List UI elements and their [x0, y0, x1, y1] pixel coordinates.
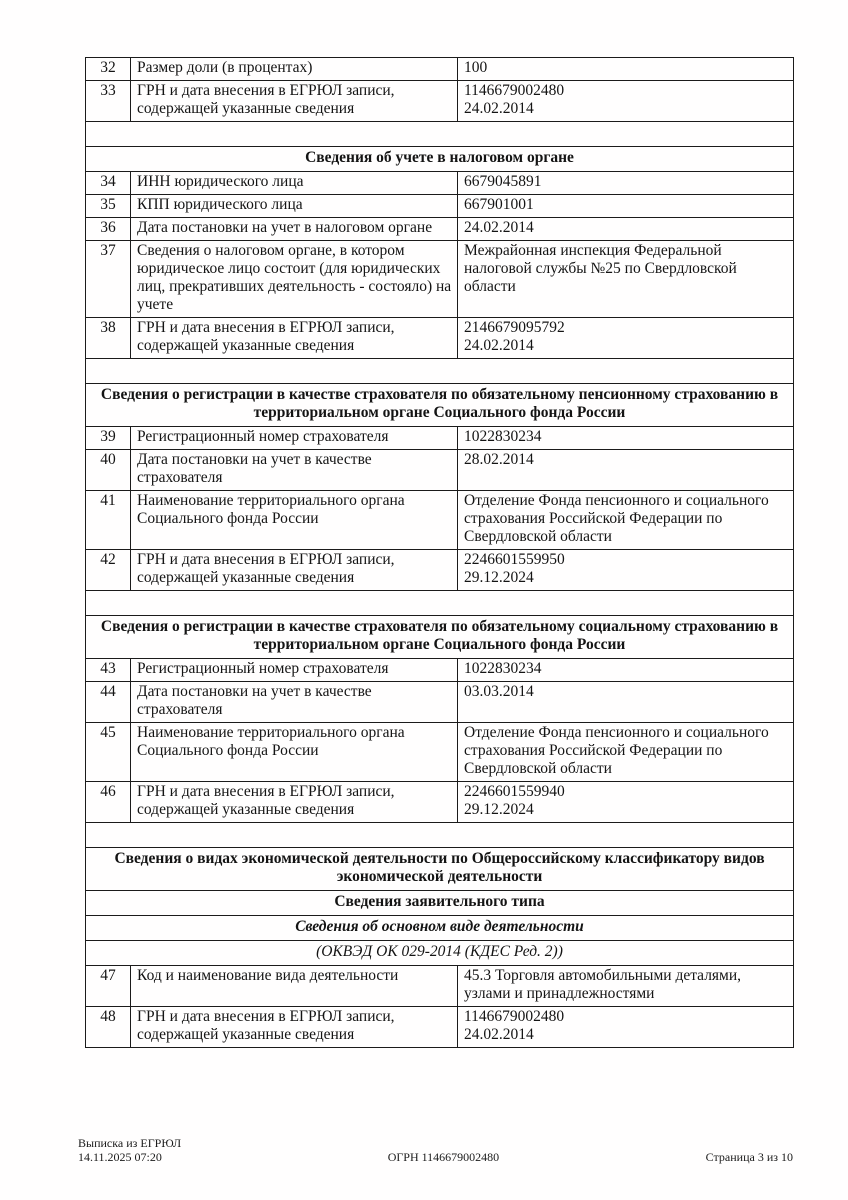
value-line: 2246601559940 [464, 783, 565, 800]
row-number: 46 [86, 782, 131, 823]
row-value [458, 782, 794, 823]
section-header-row [86, 147, 794, 172]
spacer-cell [86, 122, 794, 147]
table-row [86, 659, 794, 682]
value-line: 100 [464, 59, 488, 76]
section-header: Сведения о регистрации в качестве страхователя по обязательному пенсионному страхованию в территориальном органе Социального фонда России [86, 384, 794, 427]
row-number: 38 [86, 318, 131, 359]
value-line: 03.03.2014 [464, 683, 534, 700]
row-label: КПП юридического лица [131, 195, 458, 218]
row-value [458, 218, 794, 241]
section-header: Сведения о видах экономической деятельности по Общероссийскому классификатору видов экономической деятельности [86, 848, 794, 891]
row-label: Дата постановки на учет в качестве страхователя [131, 682, 458, 723]
value-line: 28.02.2014 [464, 451, 534, 468]
row-value [458, 241, 794, 318]
row-label: Дата постановки на учет в качестве страхователя [131, 450, 458, 491]
value-line: 1022830234 [464, 428, 542, 445]
row-label: Регистрационный номер страхователя [131, 659, 458, 682]
value-line: 24.02.2014 [464, 1026, 534, 1043]
value-line: 29.12.2024 [464, 569, 534, 586]
value-line: 24.02.2014 [464, 219, 534, 236]
section-header-row [86, 891, 794, 916]
row-number: 48 [86, 1007, 131, 1048]
spacer-cell [86, 823, 794, 848]
row-number: 32 [86, 58, 131, 81]
table-row [86, 782, 794, 823]
row-label: ГРН и дата внесения в ЕГРЮЛ записи, содержащей указанные сведения [131, 782, 458, 823]
row-number: 35 [86, 195, 131, 218]
value-line: 29.12.2024 [464, 801, 534, 818]
row-value [458, 58, 794, 81]
row-number: 42 [86, 550, 131, 591]
value-line: 2146679095792 [464, 319, 565, 336]
section-header: Сведения заявительного типа [86, 891, 794, 916]
section-header-row [86, 941, 794, 966]
table-row [86, 81, 794, 122]
spacer-cell [86, 591, 794, 616]
table-row [86, 172, 794, 195]
value-line: Отделение Фонда пенсионного и социального страхования Российской Федерации по Свердловской области [464, 492, 769, 545]
table-row [86, 723, 794, 782]
row-value [458, 318, 794, 359]
row-value [458, 659, 794, 682]
page-footer [78, 1136, 793, 1164]
table-row [86, 195, 794, 218]
egrul-table-body [86, 58, 794, 1048]
row-value [458, 195, 794, 218]
row-label: ГРН и дата внесения в ЕГРЮЛ записи, содержащей указанные сведения [131, 550, 458, 591]
row-number: 39 [86, 427, 131, 450]
row-number: 47 [86, 966, 131, 1007]
value-line: 45.3 Торговля автомобильными деталями, узлами и принадлежностями [464, 967, 742, 1002]
value-line: Отделение Фонда пенсионного и социального страхования Российской Федерации по Свердловской области [464, 724, 769, 777]
value-line: 6679045891 [464, 173, 542, 190]
footer-doc-info [78, 1136, 181, 1164]
spacer-row [86, 359, 794, 384]
section-header-row [86, 616, 794, 659]
row-value [458, 450, 794, 491]
row-number: 43 [86, 659, 131, 682]
row-value [458, 682, 794, 723]
table-row [86, 550, 794, 591]
row-value [458, 491, 794, 550]
row-label: ИНН юридического лица [131, 172, 458, 195]
section-header: (ОКВЭД ОК 029-2014 (КДЕС Ред. 2)) [86, 941, 794, 966]
table-row [86, 58, 794, 81]
row-label: Сведения о налоговом органе, в котором юридическое лицо состоит (для юридических лиц, прекративших деятельность - состояло) на учете [131, 241, 458, 318]
row-number: 41 [86, 491, 131, 550]
section-header: Сведения об основном виде деятельности [86, 916, 794, 941]
value-line: 2246601559950 [464, 551, 565, 568]
spacer-row [86, 122, 794, 147]
value-line: 24.02.2014 [464, 337, 534, 354]
egrul-extract-table [85, 57, 794, 1048]
row-value [458, 172, 794, 195]
section-header-row [86, 384, 794, 427]
table-row [86, 1007, 794, 1048]
value-line: 24.02.2014 [464, 100, 534, 117]
table-row [86, 218, 794, 241]
row-label: ГРН и дата внесения в ЕГРЮЛ записи, содержащей указанные сведения [131, 318, 458, 359]
value-line: 1022830234 [464, 660, 542, 677]
value-line: 667901001 [464, 196, 534, 213]
row-value [458, 723, 794, 782]
section-header-row [86, 848, 794, 891]
row-value [458, 1007, 794, 1048]
row-label: Дата постановки на учет в налоговом органе [131, 218, 458, 241]
footer-page-number: Страница 3 из 10 [705, 1150, 793, 1164]
row-value [458, 966, 794, 1007]
row-number: 40 [86, 450, 131, 491]
spacer-cell [86, 359, 794, 384]
section-header: Сведения об учете в налоговом органе [86, 147, 794, 172]
value-line: 1146679002480 [464, 82, 565, 99]
row-label: Размер доли (в процентах) [131, 58, 458, 81]
footer-datetime: 14.11.2025 07:20 [78, 1150, 162, 1164]
row-value [458, 550, 794, 591]
section-header: Сведения о регистрации в качестве страхователя по обязательному социальному страхованию в территориальном органе Социального фонда России [86, 616, 794, 659]
spacer-row [86, 591, 794, 616]
row-number: 34 [86, 172, 131, 195]
row-label: Наименование территориального органа Социального фонда России [131, 723, 458, 782]
table-row [86, 682, 794, 723]
footer-ogrn: ОГРН 1146679002480 [387, 1150, 500, 1164]
row-value [458, 427, 794, 450]
table-row [86, 241, 794, 318]
row-label: ГРН и дата внесения в ЕГРЮЛ записи, содержащей указанные сведения [131, 1007, 458, 1048]
row-number: 45 [86, 723, 131, 782]
row-value [458, 81, 794, 122]
section-header-row [86, 916, 794, 941]
row-label: Наименование территориального органа Социального фонда России [131, 491, 458, 550]
row-label: Регистрационный номер страхователя [131, 427, 458, 450]
spacer-row [86, 823, 794, 848]
value-line: 1146679002480 [464, 1008, 565, 1025]
row-label: Код и наименование вида деятельности [131, 966, 458, 1007]
footer-doc-type: Выписка из ЕГРЮЛ [78, 1136, 182, 1150]
row-number: 33 [86, 81, 131, 122]
row-number: 37 [86, 241, 131, 318]
table-row [86, 318, 794, 359]
table-row [86, 966, 794, 1007]
value-line: Межрайонная инспекция Федеральной налоговой службы №25 по Свердловской области [464, 242, 737, 295]
row-number: 36 [86, 218, 131, 241]
table-row [86, 427, 794, 450]
row-number: 44 [86, 682, 131, 723]
row-label: ГРН и дата внесения в ЕГРЮЛ записи, содержащей указанные сведения [131, 81, 458, 122]
table-row [86, 491, 794, 550]
table-row [86, 450, 794, 491]
